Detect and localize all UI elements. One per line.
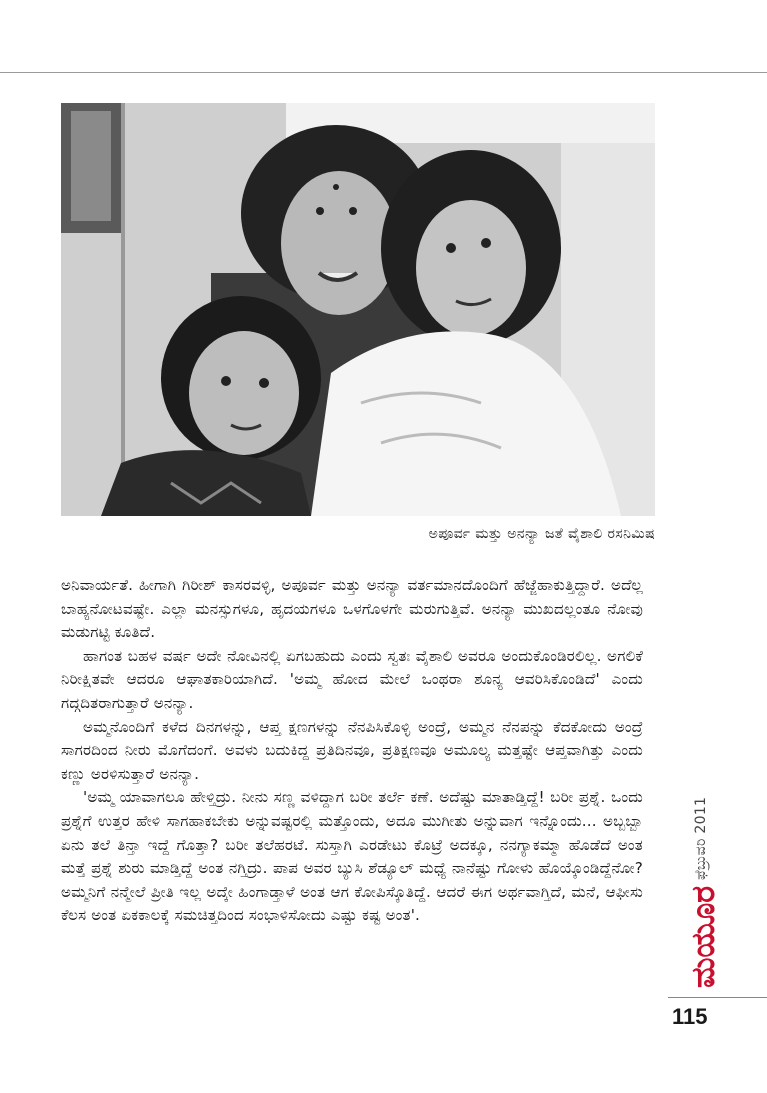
magazine-masthead: ಮಯೂರ [684, 885, 722, 988]
header-divider [0, 72, 767, 73]
photo-caption: ಅಪೂರ್ವ ಮತ್ತು ಅನನ್ಯಾ ಜತೆ ವೈಶಾಲಿ ರಸನಿಮಿಷ [428, 526, 655, 542]
paragraph: 'ಅಮ್ಮ ಯಾವಾಗಲೂ ಹೇಳ್ತಿದ್ರು. ನೀನು ಸಣ್ಣ ವಳಿದ್ದಾಗ ಬರೀ ತರ್ಲೆ ಕಣೆ. ಅದೆಷ್ಟು ಮಾತಾಡ್ತಿದ್ದೆ! ಬರೀ ಪ್ರಶ್ನೆ. ಒಂದು ಪ್ರಶ್ನೆಗೆ ಉತ್ತರ ಹೇಳಿ ಸಾಗಹಾಕಬೇಕು ಅನ್ನುವಷ್ಟರಲ್ಲಿ ಮತ್ತೊಂದು, ಅದೂ ಮುಗೀತು ಅನ್ನುವಾಗ ಇನ್ನೊಂದು... ಅಬ್ಬಬ್ಬಾ ಏನು ತಲೆ ತಿನ್ತಾ ಇದ್ದೆ ಗೊತ್ತಾ? ಬರೀ ತಲೆಹರಟೆ. ಸುಸ್ತಾಗಿ ಎರಡೇಟು ಕೊಟ್ರೆ ಅದಕ್ಕೂ, ನನಗ್ಯಾಕಮ್ಮಾ ಹೊಡೆದೆ ಅಂತ ಮತ್ತೆ ಪ್ರಶ್ನೆ ಶುರು ಮಾಡ್ತಿದ್ದೆ ಅಂತ ನಗ್ತಿದ್ರು. ಪಾಪ ಅವರ ಬ್ಯುಸಿ ಶೆಡ್ಯೂಲ್ ಮಧ್ಯೆ ನಾನೆಷ್ಟು ಗೋಳು ಹೊಯ್ಕೊಂಡಿದ್ದೆನೋ? ಅಮ್ಮನಿಗೆ ನನ್ಮೇಲೆ ಪ್ರೀತಿ ಇಲ್ಲ ಅದ್ಕೇ ಹಿಂಗಾಡ್ತಾಳೆ ಅಂತ ಆಗ ಕೋಪಿಸ್ಕೊತಿದ್ದೆ. ಆದರೆ ಈಗ ಅರ್ಥವಾಗ್ತಿದೆ, ಮನೆ, ಆಫೀಸು ಕೆಲಸ ಅಂತ ಏಕಕಾಲಕ್ಕೆ ಸಮಚಿತ್ತದಿಂದ ಸಂಭಾಳಿಸೋದು ಎಷ್ಟು ಕಷ್ಟ ಅಂತ'. [61, 788, 643, 925]
photo [61, 103, 655, 516]
paragraph: ಹಾಗಂತ ಬಹಳ ವರ್ಷ ಅದೇ ನೋವಿನಲ್ಲಿ ಏಗಬಹುದು ಎಂದು ಸ್ವತಃ ವೈಶಾಲಿ ಅವರೂ ಅಂದುಕೊಂಡಿರಲಿಲ್ಲ. ಅಗಲಿಕೆ ನಿರೀಕ್ಷಿತವೇ ಆದರೂ ಆಘಾತಕಾರಿಯಾಗಿದೆ. 'ಅಮ್ಮ ಹೋದ ಮೇಲೆ ಒಂಥರಾ ಶೂನ್ಯ ಆವರಿಸಿಕೊಂಡಿದೆ' ಎಂದು ಗದ್ಗದಿತರಾಗುತ್ತಾರೆ ಅನನ್ಯಾ. [61, 646, 643, 712]
page-number: 115 [672, 1004, 708, 1029]
family-photo-icon [61, 103, 655, 516]
footer-divider [668, 997, 767, 998]
issue-date: ಫೆಬ್ರುವರಿ 2011 [693, 796, 709, 880]
paragraph: ಅನಿವಾರ್ಯತೆ. ಹೀಗಾಗಿ ಗಿರೀಶ್ ಕಾಸರವಳ್ಳಿ, ಅಪೂರ್ವ ಮತ್ತು ಅನನ್ಯಾ ವರ್ತಮಾನದೊಂದಿಗೆ ಹೆಜ್ಜೆಹಾಕುತ್ತಿದ್ದಾರೆ. ಅದೆಲ್ಲ ಬಾಹ್ಯನೋಟವಷ್ಟೇ. ಎಲ್ಲಾ ಮನಸ್ಸುಗಳೂ, ಹೃದಯಗಳೂ ಒಳಗೊಳಗೇ ಮರುಗುತ್ತಿವೆ. ಅನನ್ಯಾ ಮುಖದಲ್ಲಂತೂ ನೋವು ಮಡುಗಟ್ಟಿ ಕೂತಿದೆ. [61, 576, 643, 642]
paragraph: ಅಮ್ಮನೊಂದಿಗೆ ಕಳೆದ ದಿನಗಳನ್ನು, ಆಪ್ತ ಕ್ಷಣಗಳನ್ನು ನೆನಪಿಸಿಕೊಳ್ಳಿ ಅಂದ್ರೆ, ಅಮ್ಮನ ನೆನಪನ್ನು ಕೆದಕೋದು ಅಂದ್ರೆ ಸಾಗರದಿಂದ ನೀರು ಮೊಗೆದಂಗೆ. ಅವಳು ಬದುಕಿದ್ದ ಪ್ರತಿದಿನವೂ, ಪ್ರತಿಕ್ಷಣವೂ ಅಮೂಲ್ಯ ಮತ್ತಷ್ಟೇ ಆಪ್ತವಾಗಿತ್ತು ಎಂದು ಕಣ್ಣು ಅರಳಿಸುತ್ತಾರೆ ಅನನ್ಯಾ. [61, 717, 643, 783]
article-body [61, 574, 643, 928]
